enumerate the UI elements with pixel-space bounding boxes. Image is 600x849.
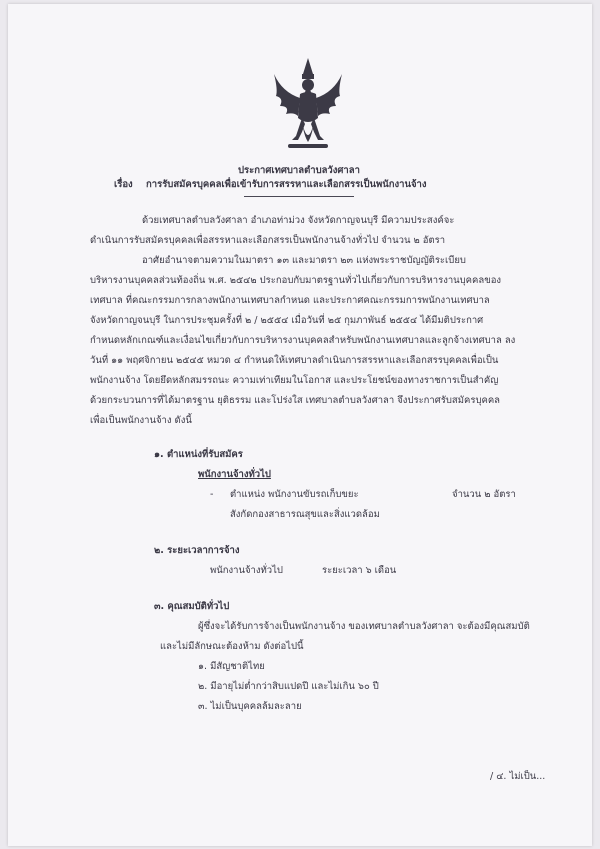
subject-label: เรื่อง [114,179,133,190]
section3-item-1: ๑. มีสัญชาติไทย [198,661,265,672]
intro-line-11: เพื่อเป็นพนักงานจ้าง ดังนี้ [90,415,192,426]
section3-text-2: และไม่มีลักษณะต้องห้าม ดังต่อไปนี้ [160,641,304,652]
section3-item-2: ๒. มีอายุไม่ต่ำกว่าสิบแปดปี และไม่เกิน ๖๐ ปี [198,681,379,692]
intro-line-3: อาศัยอำนาจตามความในมาตรา ๑๓ และมาตรา ๒๓ แห่งพระราชบัญญัติระเบียบ [142,255,466,266]
title-divider [244,196,354,197]
intro-line-7: กำหนดหลักเกณฑ์และเงื่อนไขเกี่ยวกับการบริหารงานบุคคลสำหรับพนักงานเทศบาลและลูกจ้างเทศบาล ลง [90,335,516,346]
intro-line-4: บริหารงานบุคคลส่วนท้องถิ่น พ.ศ. ๒๕๔๒ ประกอบกับมาตรฐานทั่วไปเกี่ยวกับการบริหารงานบุคคลของ [90,275,502,286]
section3-item-3: ๓. ไม่เป็นบุคคลล้มละลาย [198,701,302,712]
section2-type: พนักงานจ้างทั่วไป [210,565,283,576]
intro-line-1: ด้วยเทศบาลตำบลวังศาลา อำเภอท่าม่วง จังหวัดกาญจนบุรี มีความประสงค์จะ [142,215,455,226]
section1-position: ตำแหน่ง พนักงานขับรถเก็บขยะ [230,489,359,500]
intro-line-6: จังหวัดกาญจนบุรี ในการประชุมครั้งที่ ๒ / ๒๕๕๔ เมื่อวันที่ ๒๕ กุมภาพันธ์ ๒๕๕๔ ได้มีมติประกาศ [90,315,484,326]
section1-heading: ๑. ตำแหน่งที่รับสมัคร [154,449,243,460]
intro-line-2: ดำเนินการรับสมัครบุคคลเพื่อสรรหาและเลือกสรรเป็นพนักงานจ้างทั่วไป จำนวน ๒ อัตรา [90,235,446,246]
intro-line-10: ด้วยกระบวนการที่ได้มาตรฐาน ยุติธรรม และโปร่งใส เทศบาลตำบลวังศาลา จึงประกาศรับสมัครบุคคล [90,395,501,406]
section1-subheading: พนักงานจ้างทั่วไป [198,469,271,480]
document-page [8,4,592,846]
section2-heading: ๒. ระยะเวลาการจ้าง [154,545,240,556]
section1-count: จำนวน ๒ อัตรา [452,489,516,500]
section1-dash: - [210,489,214,500]
garuda-emblem-icon [272,56,344,156]
section3-heading: ๓. คุณสมบัติทั่วไป [154,601,230,612]
document-title: ประกาศเทศบาลตำบลวังศาลา [238,165,360,176]
section3-text-1: ผู้ซึ่งจะได้รับการจ้างเป็นพนักงานจ้าง ของเทศบาลตำบลวังศาลา จะต้องมีคุณสมบัติ [198,621,530,632]
subject-text: การรับสมัครบุคคลเพื่อเข้ารับการสรรหาและเลือกสรรเป็นพนักงานจ้าง [146,179,427,190]
intro-line-5: เทศบาล ที่คณะกรรมการกลางพนักงานเทศบาลกำหนด และประกาศคณะกรรมการพนักงานเทศบาล [90,295,490,306]
intro-line-9: พนักงานจ้าง โดยยึดหลักสมรรถนะ ความเท่าเทียมในโอกาส และประโยชน์ของทางราชการเป็นสำคัญ [90,375,499,386]
page-continue-note: / ๔. ไม่เป็น... [490,771,546,782]
section1-department: สังกัดกองสาธารณสุขและสิ่งแวดล้อม [230,509,380,520]
section2-duration: ระยะเวลา ๖ เดือน [322,565,397,576]
intro-line-8: วันที่ ๑๑ พฤศจิกายน ๒๕๔๕ หมวด ๔ กำหนดให้เทศบาลดำเนินการสรรหาและเลือกสรรบุคคลเพื่อเป็น [90,355,499,366]
